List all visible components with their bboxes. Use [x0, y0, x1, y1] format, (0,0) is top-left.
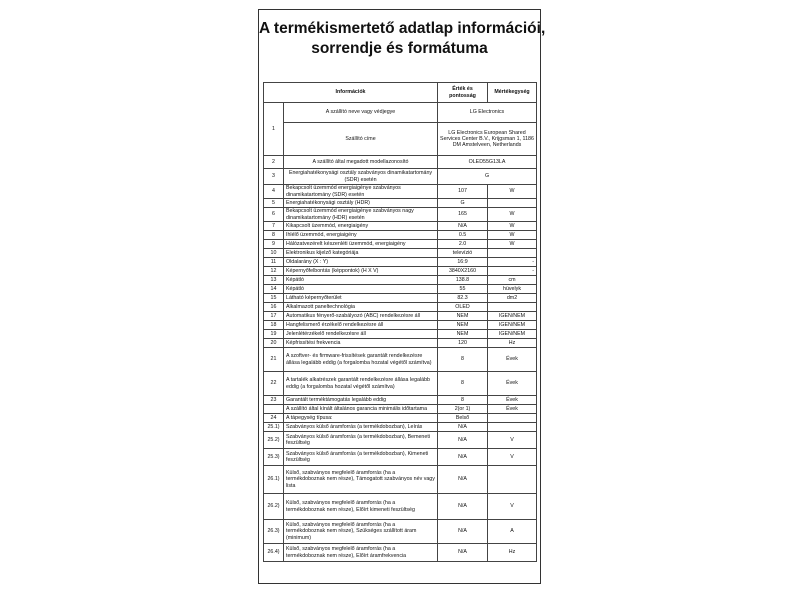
table-row [264, 276, 537, 285]
table-row [264, 372, 537, 396]
table-row [264, 123, 537, 156]
row-label: Energiahatékonysági osztály szabványos dinamikatartomány (SDR) esetén [284, 169, 438, 185]
row-number: 12 [264, 267, 284, 276]
row-unit: Évek [488, 405, 537, 414]
table-row [264, 267, 537, 276]
row-number: 4 [264, 185, 284, 199]
table-row [264, 312, 537, 321]
row-number: 18 [264, 321, 284, 330]
table-row [264, 396, 537, 405]
row-label: Oldalarány (X : Y) [284, 258, 438, 267]
table-row [264, 169, 537, 185]
row-number: 25.1) [264, 423, 284, 432]
title-line-2: sorrendje és formátuma [311, 40, 488, 57]
row-unit: dm2 [488, 294, 537, 303]
row-number: 9 [264, 240, 284, 249]
table-row [264, 249, 537, 258]
row-unit: V [488, 449, 537, 466]
row-number: 23 [264, 396, 284, 405]
table-row [264, 449, 537, 466]
row-label: Szabványos külső áramforrás (a termékdobozban), Kimeneti feszültség [284, 449, 438, 466]
row-unit: - [488, 267, 537, 276]
table-row [264, 466, 537, 494]
row-label: A szállító neve vagy védjegye [284, 103, 438, 123]
row-number: 1 [264, 103, 284, 156]
row-label: Külső, szabványos megfelelő áramforrás (ha a termékdoboznak nem része), Támogatott szabványos név vagy lista [284, 466, 438, 494]
row-unit: W [488, 222, 537, 231]
table-row [264, 258, 537, 267]
row-label: A szállító által kínált általános garancia minimális időtartama [284, 405, 438, 414]
row-value: 8 [438, 396, 488, 405]
table-header-row [264, 83, 537, 103]
row-value: N/A [438, 544, 488, 562]
row-number: 11 [264, 258, 284, 267]
row-value: LG Electronics European Shared Services Center B.V., Krijgsman 1, 1186 DM Amstelveen, Netherlands [438, 123, 537, 156]
row-label: Külső, szabványos megfelelő áramforrás (ha a termékdoboznak nem része), Előírt kimeneti feszültség [284, 494, 438, 520]
row-value: 2.0 [438, 240, 488, 249]
row-value: OLED55G13LA [438, 156, 537, 169]
row-value: 2(or 1) [438, 405, 488, 414]
table-row [264, 294, 537, 303]
row-unit: W [488, 185, 537, 199]
table-row [264, 103, 537, 123]
product-fiche-sheet [258, 9, 546, 584]
row-label: Elektronikus kijelző kategóriája [284, 249, 438, 258]
row-number: 16 [264, 303, 284, 312]
row-value: 0.5 [438, 231, 488, 240]
row-value: LG Electronics [438, 103, 537, 123]
row-unit: IGEN/NEM [488, 321, 537, 330]
row-number: 26.4) [264, 544, 284, 562]
row-label: Szabványos külső áramforrás (a termékdobozban), Bemeneti feszültség [284, 432, 438, 449]
row-value: televízió [438, 249, 488, 258]
product-information-table [263, 82, 537, 562]
row-number: 6 [264, 208, 284, 222]
row-label: Külső, szabványos megfelelő áramforrás (ha a termékdoboznak nem része), Előírt áramfrekvencia [284, 544, 438, 562]
row-value: N/A [438, 222, 488, 231]
row-unit [488, 414, 537, 423]
row-number: 3 [264, 169, 284, 185]
table-row [264, 185, 537, 199]
table-row [264, 544, 537, 562]
row-label: Képátló [284, 285, 438, 294]
row-label: A tápegység típusa: [284, 414, 438, 423]
row-number: 25.3) [264, 449, 284, 466]
row-value: N/A [438, 449, 488, 466]
row-number: 26.3) [264, 520, 284, 544]
row-unit: A [488, 520, 537, 544]
row-label: Ihlélő üzemmód, energiaigény [284, 231, 438, 240]
row-label: Szabványos külső áramforrás (a termékdobozban), Leírás [284, 423, 438, 432]
row-unit: W [488, 231, 537, 240]
table-row [264, 156, 537, 169]
row-value: 16:9 [438, 258, 488, 267]
row-number: 19 [264, 330, 284, 339]
row-label: Automatikus fényerő-szabályozó (ABC) rendelkezésre áll [284, 312, 438, 321]
row-unit: Évek [488, 372, 537, 396]
row-label: Képátló [284, 276, 438, 285]
row-number: 8 [264, 231, 284, 240]
row-unit [488, 466, 537, 494]
row-number: 7 [264, 222, 284, 231]
row-number [264, 405, 284, 414]
row-label: Szállító címe [284, 123, 438, 156]
table-row [264, 285, 537, 294]
row-number: 25.2) [264, 432, 284, 449]
document-title [259, 19, 546, 59]
row-number: 14 [264, 285, 284, 294]
row-value: N/A [438, 520, 488, 544]
row-value: 138.8 [438, 276, 488, 285]
row-label: Alkalmazott paneltechnológia [284, 303, 438, 312]
table-row [264, 432, 537, 449]
row-unit: Hz [488, 339, 537, 348]
title-line-1: A termékismertető adatlap információi, [259, 20, 546, 37]
row-value: 3840X2160 [438, 267, 488, 276]
row-number: 5 [264, 199, 284, 208]
table-row [264, 231, 537, 240]
row-unit: - [488, 258, 537, 267]
row-number: 22 [264, 372, 284, 396]
row-value: 120 [438, 339, 488, 348]
row-number: 13 [264, 276, 284, 285]
row-value: N/A [438, 466, 488, 494]
row-unit: hüvelyk [488, 285, 537, 294]
row-label: Jelenlétérzékelő rendelkezésre áll [284, 330, 438, 339]
row-label: Bekapcsolt üzemmód energiaigénye szabványos dinamikatartomány (SDR) esetén [284, 185, 438, 199]
table-row [264, 494, 537, 520]
row-label: Bekapcsolt üzemmód energiaigénye szabványos nagy dinamikatartomány (HDR) esetén [284, 208, 438, 222]
row-value: NEM [438, 321, 488, 330]
table-row [264, 321, 537, 330]
row-unit [488, 423, 537, 432]
row-label: Garantált terméktámogatás legalább eddig [284, 396, 438, 405]
row-unit: IGEN/NEM [488, 330, 537, 339]
row-unit: V [488, 432, 537, 449]
row-label: A szállító által megadott modellazonosító [284, 156, 438, 169]
row-number: 21 [264, 348, 284, 372]
row-value: 55 [438, 285, 488, 294]
row-value: 8 [438, 372, 488, 396]
row-value: 82.3 [438, 294, 488, 303]
row-unit: W [488, 240, 537, 249]
table-row [264, 303, 537, 312]
row-unit: cm [488, 276, 537, 285]
row-label: Képfrissítési frekvencia [284, 339, 438, 348]
row-label: Kikapcsolt üzemmód, energiaigény [284, 222, 438, 231]
row-label: Hangfelismerő érzékelő rendelkezésre áll [284, 321, 438, 330]
row-value: N/A [438, 494, 488, 520]
row-value: N/A [438, 432, 488, 449]
row-value: G [438, 169, 537, 185]
row-label: Külső, szabványos megfelelő áramforrás (ha a termékdoboznak nem része), Szükséges szállított áram (minimum) [284, 520, 438, 544]
header-unit: Mértékegység [488, 83, 537, 103]
row-unit [488, 199, 537, 208]
row-number: 10 [264, 249, 284, 258]
row-value: OLED [438, 303, 488, 312]
row-label: Energiahatékonysági osztály (HDR) [284, 199, 438, 208]
row-value: 8 [438, 348, 488, 372]
row-unit [488, 303, 537, 312]
row-label: A szoftver- és firmware-frissítések garantált rendelkezésre állása legalább eddig (a forgalomba hozatal végétől számítva) [284, 348, 438, 372]
table-row [264, 222, 537, 231]
row-label: Képernyőfelbontás (képpontok) (H X V) [284, 267, 438, 276]
row-number: 26.1) [264, 466, 284, 494]
row-number: 26.2) [264, 494, 284, 520]
table-row [264, 339, 537, 348]
table-row [264, 330, 537, 339]
table-row [264, 199, 537, 208]
row-unit: W [488, 208, 537, 222]
row-value: NEM [438, 330, 488, 339]
row-value: 107 [438, 185, 488, 199]
row-label: A tartalék alkatrészek garantált rendelkezésre állása legalább eddig (a forgalomba hozatal végétől számítva) [284, 372, 438, 396]
table-row [264, 405, 537, 414]
row-value: 165 [438, 208, 488, 222]
row-number: 2 [264, 156, 284, 169]
table-row [264, 240, 537, 249]
row-label: Hálózatvezérelt készenléti üzemmód, energiaigény [284, 240, 438, 249]
row-value: N/A [438, 423, 488, 432]
row-unit: Hz [488, 544, 537, 562]
row-value: NEM [438, 312, 488, 321]
header-information: Információk [264, 83, 438, 103]
row-number: 17 [264, 312, 284, 321]
table-row [264, 423, 537, 432]
table-row [264, 414, 537, 423]
row-value: G [438, 199, 488, 208]
row-number: 15 [264, 294, 284, 303]
row-value: Belső [438, 414, 488, 423]
header-value: Érték és pontosság [438, 83, 488, 103]
row-unit: V [488, 494, 537, 520]
row-unit [488, 249, 537, 258]
row-unit: Évek [488, 348, 537, 372]
row-unit: Évek [488, 396, 537, 405]
table-row [264, 348, 537, 372]
table-row [264, 208, 537, 222]
row-number: 20 [264, 339, 284, 348]
row-number: 24 [264, 414, 284, 423]
row-unit: IGEN/NEM [488, 312, 537, 321]
row-label: Látható képernyőterület [284, 294, 438, 303]
table-row [264, 520, 537, 544]
